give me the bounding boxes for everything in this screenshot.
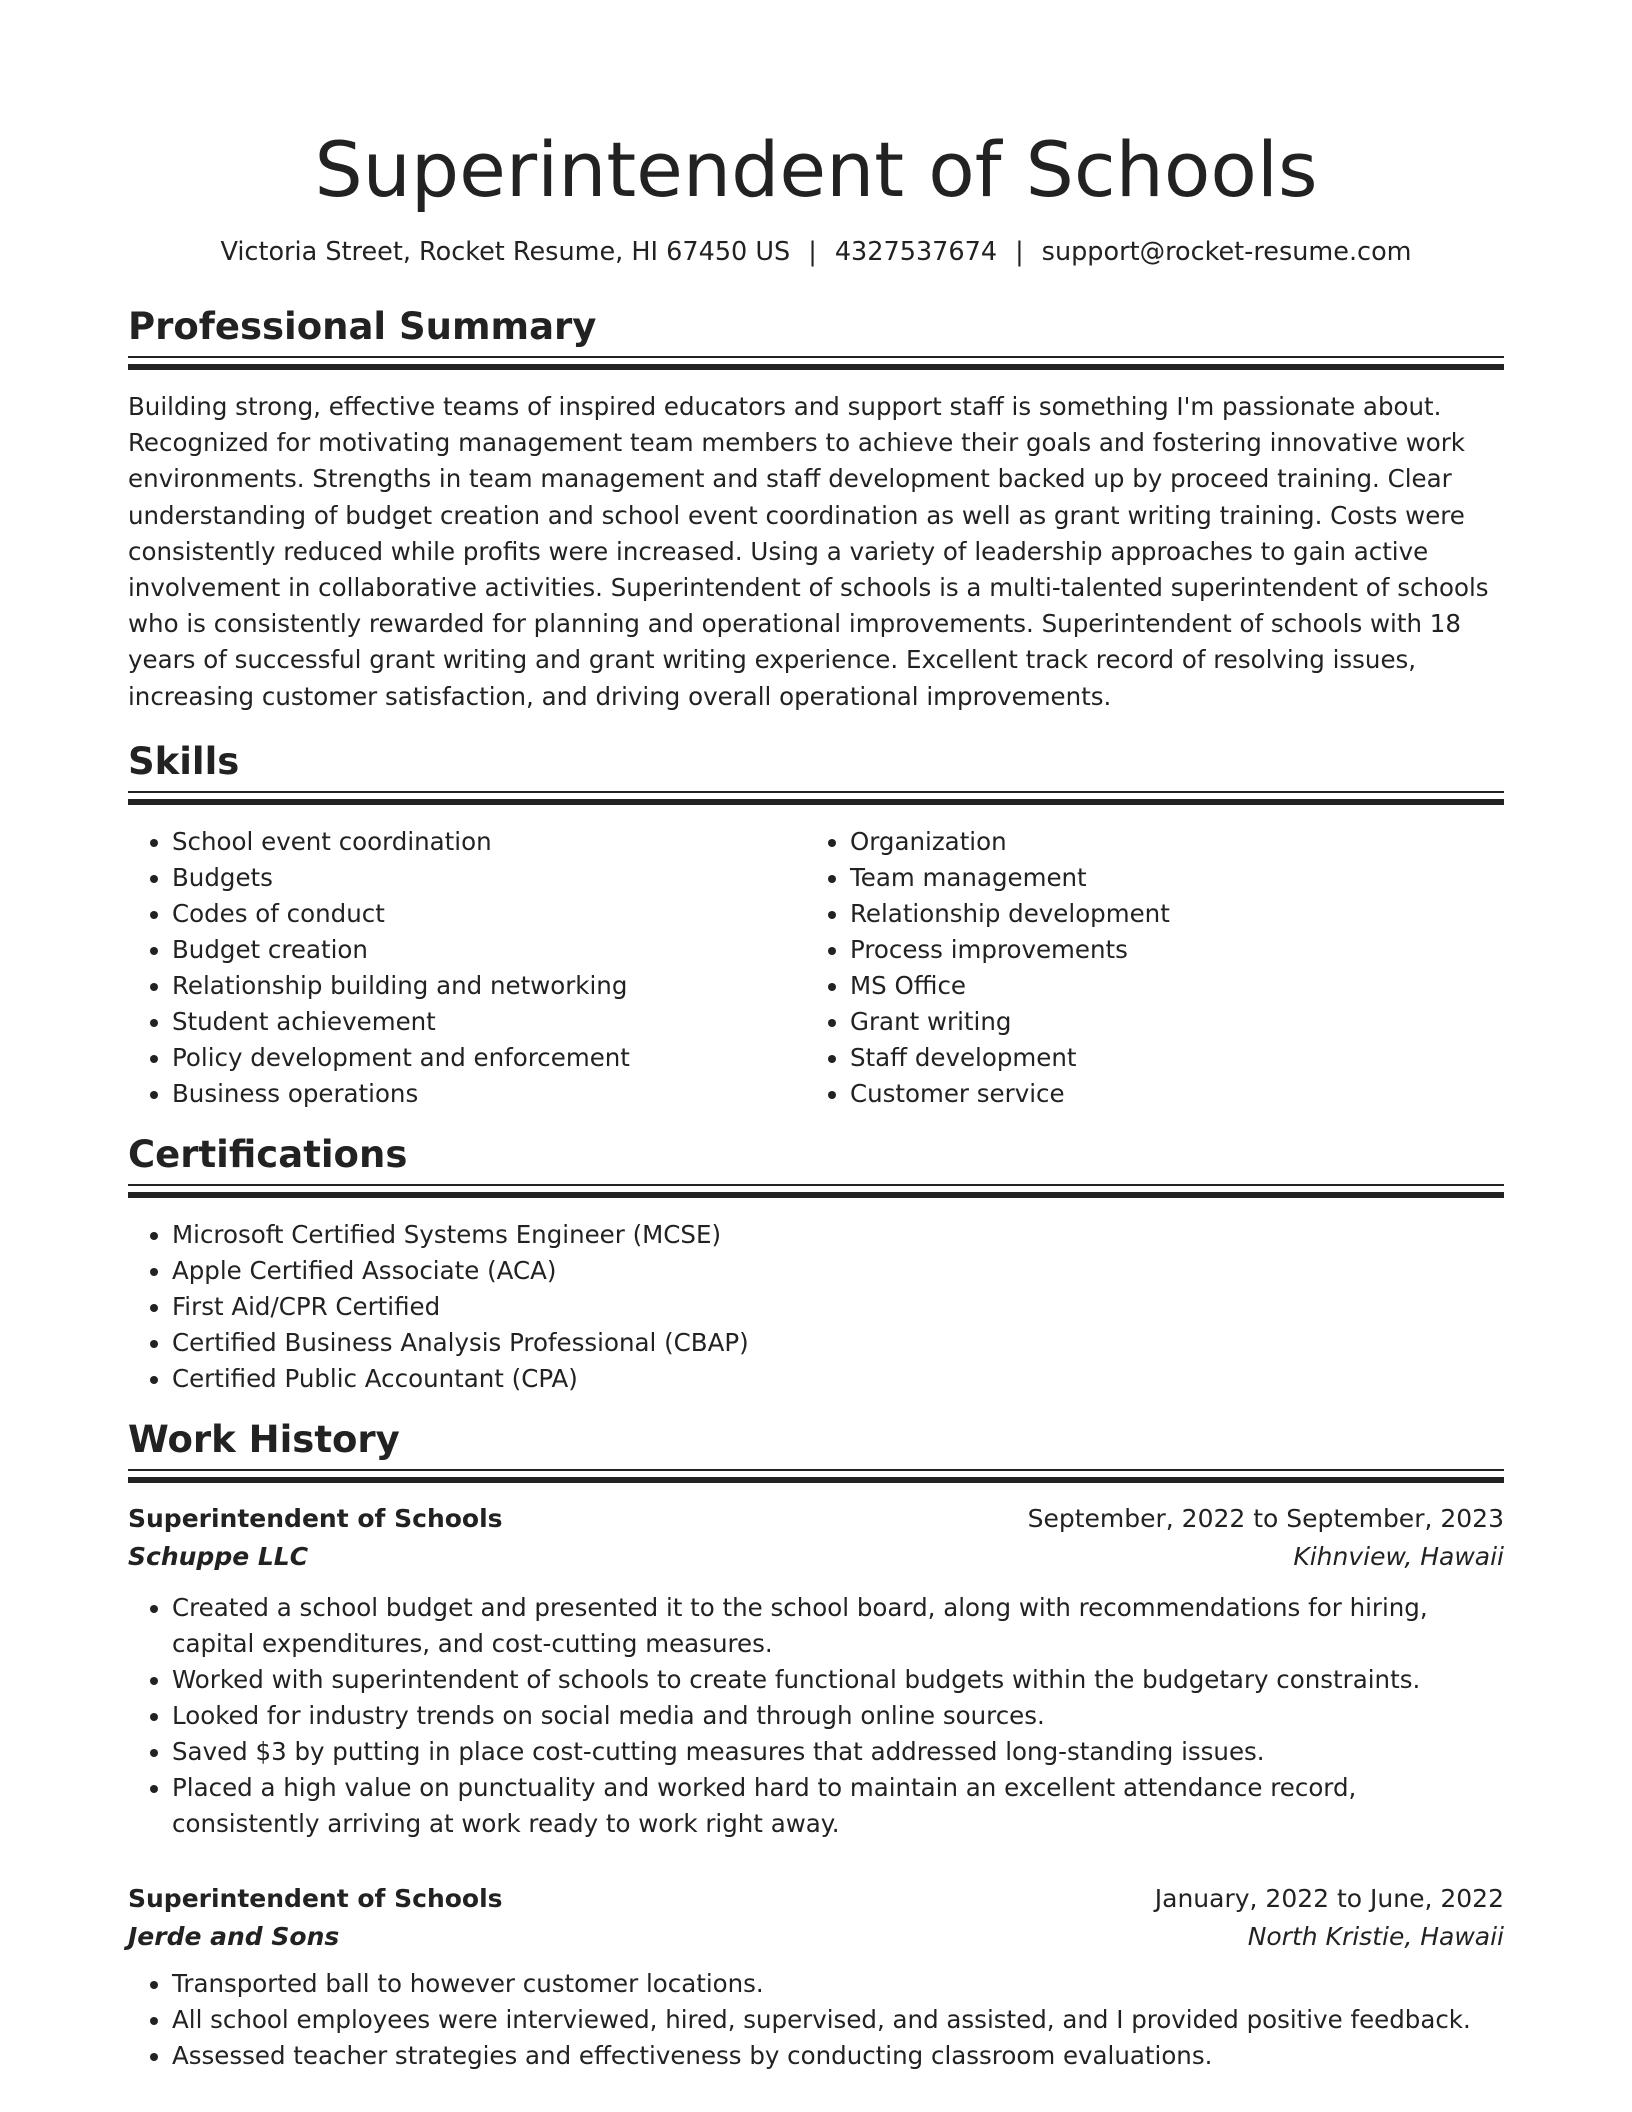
job-bullets (128, 1966, 1504, 2074)
job-dates: January, 2022 to June, 2022 (1154, 1883, 1504, 1913)
skill-item: • Grant writing (850, 1004, 1484, 1040)
skill-item: • MS Office (850, 968, 1484, 1004)
job-title: Superintendent of Schools (128, 1883, 503, 1913)
certification-item: • First Aid/CPR Certified (172, 1289, 1504, 1325)
job-company: Schuppe LLC (128, 1541, 309, 1571)
contact-address: Victoria Street, Rocket Resume, HI 67450 US (220, 237, 791, 267)
skill-item: • Codes of conduct (172, 896, 806, 932)
contact-phone: 4327537674 (834, 237, 998, 267)
summary-text: Building strong, effective teams of inspired educators and support staff is something I'm passionate about. Recognized for motivating management team members to achieve their goals and fostering innovative work environments. Strengths in team management and staff development backed up by proceed training. Clear understanding of budget creation and school event coordination as well as grant writing training. Costs were consistently reduced while profits were increased. Using a variety of leadership approaches to gain active involvement in collaborative activities. Superintendent of schools is a multi-talented superintendent of schools who is consistently rewarded for planning and operational improvements. Superintendent of schools with 18 years of successful grant writing and grant writing experience. Excellent track record of resolving issues, increasing customer satisfaction, and driving overall operational improvements. (128, 392, 1489, 711)
job-bullets (128, 1590, 1504, 1842)
skill-item: • Relationship building and networking (172, 968, 806, 1004)
contact-email: support@rocket-resume.com (1041, 237, 1412, 267)
skill-item: • Business operations (172, 1076, 806, 1112)
work-history-section (128, 1417, 1504, 2074)
section-divider (128, 356, 1504, 373)
job-company-row (128, 1538, 1504, 1576)
certifications-section (128, 1132, 1504, 1397)
job-bullet: • Transported ball to however customer locations. (172, 1966, 1504, 2002)
skill-item: • Staff development (850, 1040, 1484, 1076)
certification-item: • Certified Business Analysis Professional (CBAP) (172, 1325, 1504, 1361)
resume-title: Superintendent of Schools (314, 125, 1318, 214)
skills-section (128, 739, 1504, 1112)
section-heading-skills: Skills (128, 739, 240, 783)
skill-item: • Policy development and enforcement (172, 1040, 806, 1076)
job-location: Kihnview, Hawaii (1293, 1541, 1504, 1571)
skills-column-right (806, 824, 1484, 1112)
skills-column-left (128, 824, 806, 1112)
resume-page (128, 0, 1504, 2074)
contact-line (128, 236, 1504, 268)
job-company: Jerde and Sons (128, 1921, 340, 1951)
summary-section (128, 304, 1504, 715)
job-location: North Kristie, Hawaii (1247, 1921, 1504, 1951)
section-heading-certifications: Certifications (128, 1132, 408, 1176)
skill-item: • Organization (850, 824, 1484, 860)
certification-item: • Apple Certified Associate (ACA) (172, 1253, 1504, 1289)
job-bullet: • Looked for industry trends on social media and through online sources. (172, 1698, 1504, 1734)
certification-item: • Certified Public Accountant (CPA) (172, 1361, 1504, 1397)
job-bullet: • Worked with superintendent of schools to create functional budgets within the budgetary constraints. (172, 1662, 1504, 1698)
job-bullet: • Saved $3 by putting in place cost-cutting measures that addressed long-standing issues. (172, 1734, 1504, 1770)
certification-item: • Microsoft Certified Systems Engineer (MCSE) (172, 1217, 1504, 1253)
skills-list-left (128, 824, 806, 1112)
contact-separator: | (1015, 237, 1024, 267)
skill-item: • School event coordination (172, 824, 806, 860)
skill-item: • Relationship development (850, 896, 1484, 932)
certifications-list (128, 1217, 1504, 1397)
skill-item: • Budgets (172, 860, 806, 896)
job-dates: September, 2022 to September, 2023 (1027, 1503, 1504, 1533)
job-title: Superintendent of Schools (128, 1503, 503, 1533)
skill-item: • Customer service (850, 1076, 1484, 1112)
contact-separator: | (808, 237, 817, 267)
job-entry (128, 1880, 1504, 2074)
skills-columns (128, 824, 1504, 1112)
job-bullet: • Assessed teacher strategies and effectiveness by conducting classroom evaluations. (172, 2038, 1504, 2074)
skills-list-right (806, 824, 1484, 1112)
job-header-row (128, 1500, 1504, 1538)
job-header-row (128, 1880, 1504, 1918)
skill-item: • Student achievement (172, 1004, 806, 1040)
section-heading-summary: Professional Summary (128, 305, 597, 348)
section-divider (128, 1184, 1504, 1201)
job-bullet: • Placed a high value on punctuality and worked hard to maintain an excellent attendance record, consistently arriving at work ready to work right away. (172, 1770, 1504, 1842)
job-entry (128, 1500, 1504, 1842)
job-company-row (128, 1918, 1504, 1956)
job-bullet: • All school employees were interviewed, hired, supervised, and assisted, and I provided positive feedback. (172, 2002, 1504, 2038)
section-divider (128, 1469, 1504, 1486)
section-divider (128, 791, 1504, 808)
job-bullet: • Created a school budget and presented it to the school board, along with recommendations for hiring, capital expenditures, and cost-cutting measures. (172, 1590, 1504, 1662)
section-heading-work-history: Work History (128, 1417, 400, 1461)
skill-item: • Team management (850, 860, 1484, 896)
skill-item: • Process improvements (850, 932, 1484, 968)
skill-item: • Budget creation (172, 932, 806, 968)
